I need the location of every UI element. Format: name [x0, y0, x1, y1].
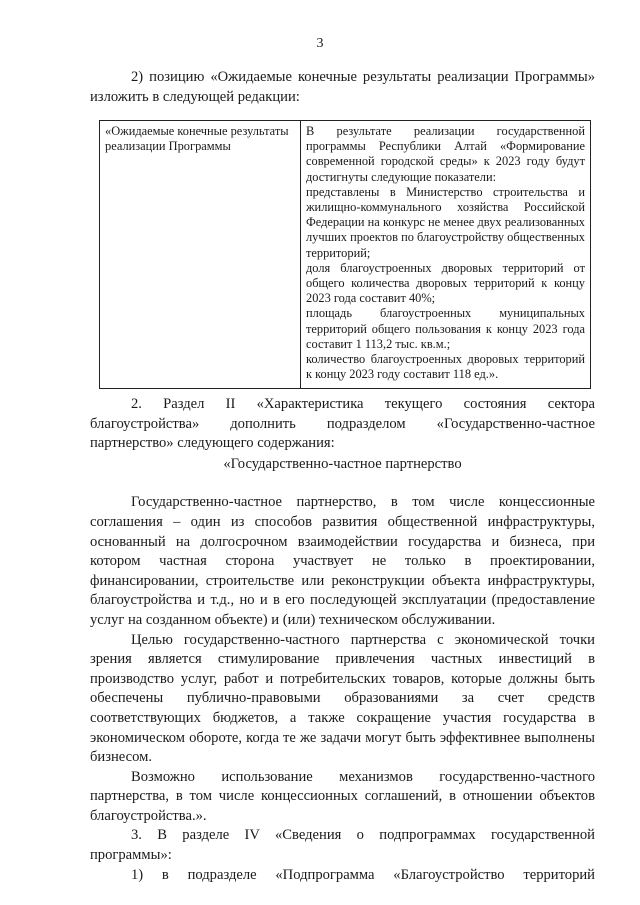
table-line: представлены в Министерство строительства и жилищно-коммунального хозяйства Российской Федерации на конкурс не менее двух реализованных лучших проектов по благоустройству общественных территорий; — [306, 184, 585, 260]
paragraph: 1) в подразделе «Подпрограмма «Благоустройство территорий — [131, 866, 595, 883]
subheading: «Государственно-частное партнерство — [223, 455, 462, 472]
table-line: В результате реализации государственной программы Республики Алтай «Формирование современной городской среды» к 2023 году будут достигнуты следующие показатели: — [306, 124, 585, 184]
intro-paragraph — [90, 68, 595, 107]
paragraph: 3. В разделе IV «Сведения о подпрограммах государственной программы»: — [90, 827, 595, 864]
table-cell-content — [301, 121, 591, 389]
table-line: доля благоустроенных дворовых территорий от общего количества дворовых территорий к концу 2023 года составит 40%; — [306, 260, 585, 306]
table-line: площадь благоустроенных муниципальных территорий общего пользования к концу 2023 года составит 1 113,2 тыс. кв.м.; — [306, 306, 585, 351]
intro-text: 2) позицию «Ожидаемые конечные результаты реализации Программы» изложить в следующей редакции: — [90, 69, 595, 105]
paragraph: Государственно-частное партнерство, в том числе концессионные соглашения – один из способов развития общественной инфраструктуры, основанный на долгосрочном взаимодействии государства и бизнеса, при котором частная сторона участвует не только в проектировании, финансировании, строительстве или реконструкции объекта инфраструктуры, благоустройства и т.д., но и в его последующей эксплуатации (предоставление услуг на созданном объекте) и (или) техническом обслуживании. — [90, 494, 595, 628]
results-table — [99, 120, 591, 389]
table-line: количество благоустроенных дворовых территорий к концу 2023 году составит 118 ед.». — [306, 352, 585, 382]
table-row — [100, 121, 591, 389]
paragraph: Целью государственно-частного партнерства с экономической точки зрения является стимулирование привлечения частных инвестиций в производство услуг, работ и потребительских товаров, которые должны быть обеспечены публично-правовыми образованиями за счет средств соответствующих бюджетов, а также сокращение участия государства в экономическом обороте, когда те же задачи могут быть эффективнее выполнены бизнесом. — [90, 631, 595, 766]
section-2-paragraph: 2. Раздел II «Характеристика текущего состояния сектора благоустройства» дополнить подразделом «Государственно-частное партнерство» следующего содержания: — [90, 396, 595, 452]
table-cell-label: «Ожидаемые конечные результаты реализации Программы — [100, 121, 301, 389]
page-number: 3 — [316, 36, 324, 51]
body-text — [90, 395, 595, 885]
paragraph: Возможно использование механизмов государственно-частного партнерства, в том числе концессионных соглашений, в отношении объектов благоустройства.». — [90, 768, 595, 824]
